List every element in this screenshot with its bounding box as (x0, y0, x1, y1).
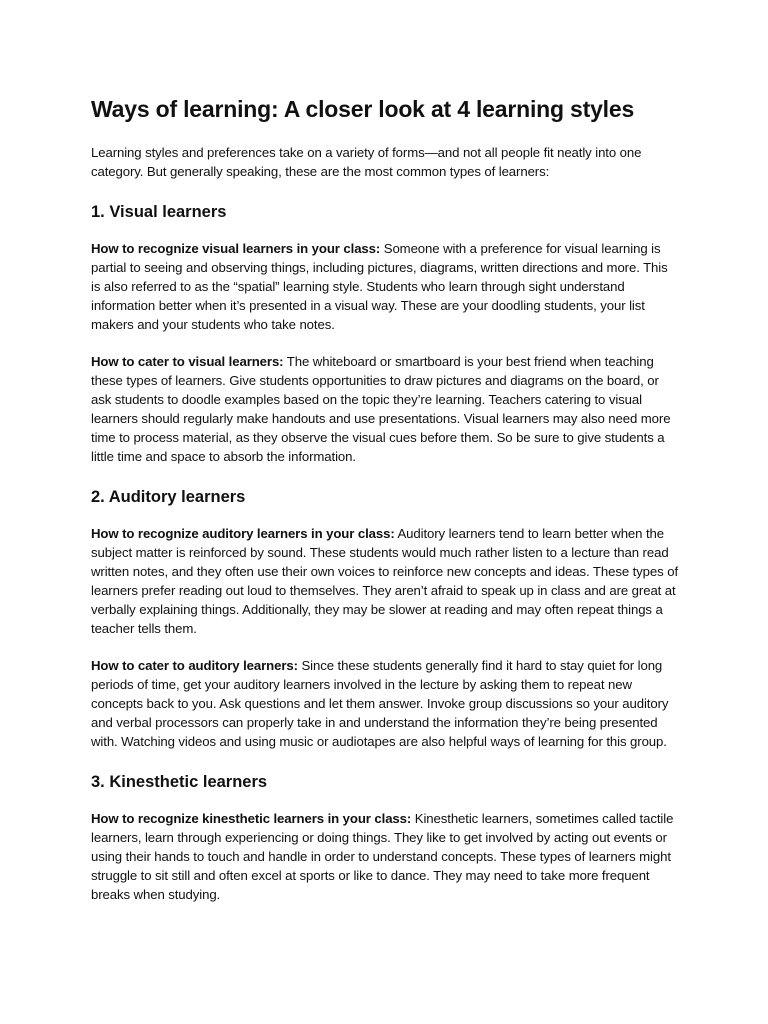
paragraph-text: The whiteboard or smartboard is your best friend when teaching these types of learners. Give students opportunities to draw pictures and diagrams on the board, or ask students to doodle examples based on the topic they’re learning. Teachers catering to visual learners should regularly make handouts and use presentations. Visual learners may also need more time to process material, as they observe the visual cues before them. So be sure to give students a little time and space to absorb the information. (91, 354, 671, 464)
section-heading-auditory: 2. Auditory learners (91, 488, 246, 506)
paragraph-cater-visual (91, 352, 680, 466)
paragraph-text: Someone with a preference for visual learning is partial to seeing and observing things, including pictures, diagrams, written directions and more. This is also referred to as the “spatial” learning style. Students who learn through sight understand information better when it’s presented in a visual way. These are your doodling students, your list makers and your students who take notes. (91, 241, 668, 332)
section-heading-visual: 1. Visual learners (91, 203, 227, 221)
paragraph-label: How to cater to auditory learners: (91, 658, 298, 673)
paragraph-recognize-kinesthetic (91, 809, 680, 904)
paragraph-text: Kinesthetic learners, sometimes called tactile learners, learn through experiencing or doing things. They like to get involved by acting out events or using their hands to touch and handle in order to understand concepts. These types of learners might struggle to sit still and often excel at sports or like to dance. They may need to take more frequent breaks when studying. (91, 811, 674, 902)
section-heading-kinesthetic: 3. Kinesthetic learners (91, 773, 268, 791)
paragraph-recognize-auditory (91, 524, 680, 638)
paragraph-text: Since these students generally find it hard to stay quiet for long periods of time, get your auditory learners involved in the lecture by asking them to repeat new concepts back to you. Ask questions and let them answer. Invoke group discussions so your auditory and verbal processors can properly take in and understand the information they’re being presented with. Watching videos and using music or audiotapes are also helpful ways of learning for this group. (91, 658, 669, 749)
paragraph-cater-auditory (91, 656, 680, 751)
paragraph-label: How to cater to visual learners: (91, 354, 284, 369)
document-title: Ways of learning: A closer look at 4 learning styles (91, 96, 635, 122)
paragraph-label: How to recognize kinesthetic learners in your class: (91, 811, 412, 826)
paragraph-label: How to recognize auditory learners in your class: (91, 526, 395, 541)
paragraph-recognize-visual (91, 239, 680, 334)
paragraph-label: How to recognize visual learners in your class: (91, 241, 381, 256)
paragraph-text: Auditory learners tend to learn better when the subject matter is reinforced by sound. These students would much rather listen to a lecture than read written notes, and they often use their own voices to reinforce new concepts and ideas. These types of learners prefer reading out loud to themselves. They aren’t afraid to speak up in class and are great at verbally explaining things. Additionally, they may be slower at reading and may often repeat things a teacher tells them. (91, 526, 679, 636)
intro-paragraph: Learning styles and preferences take on a variety of forms—and not all people fit neatly into one category. But generally speaking, these are the most common types of learners: (91, 145, 642, 179)
